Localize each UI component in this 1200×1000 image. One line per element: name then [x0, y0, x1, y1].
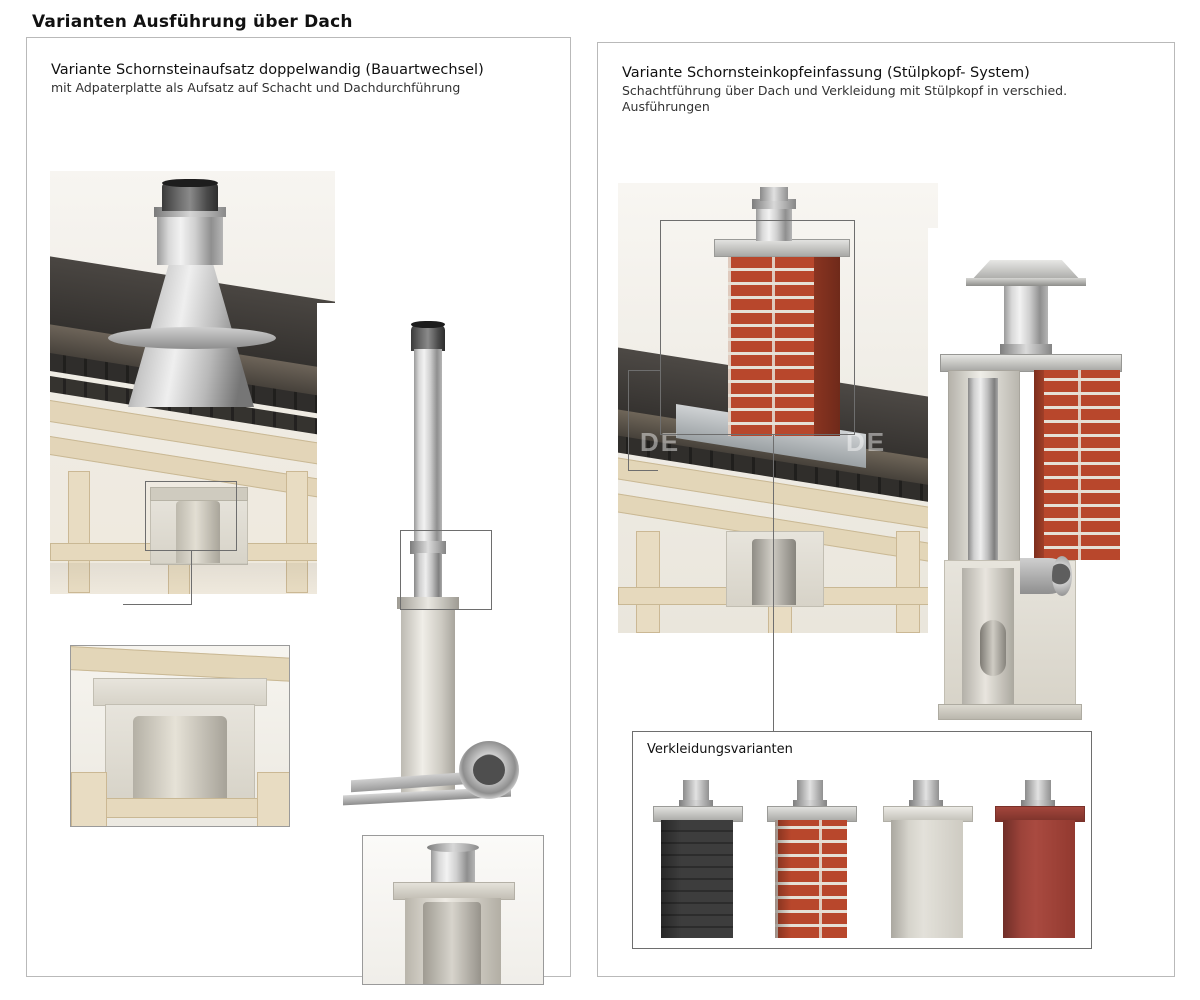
- leader-line-3: [628, 370, 661, 371]
- panel-left-heading: Variante Schornsteinaufsatz doppelwandig (Bauartwechsel): [51, 62, 484, 78]
- verkleidungsvarianten-box: [632, 731, 1092, 949]
- verkleidung-schiefer: [649, 780, 745, 940]
- verkleidung-putz-hell: [879, 780, 975, 940]
- watermark-left: DE: [640, 427, 681, 457]
- leader-line-6: [773, 435, 774, 732]
- panel-right-header: [622, 65, 1152, 115]
- panel-right: [597, 42, 1175, 977]
- photo-stuelpkopf-explosion: [928, 228, 1168, 738]
- callout-rect-rohr: [400, 530, 492, 610]
- page-title: Varianten Ausführung über Dach: [32, 12, 353, 32]
- leader-line-5: [628, 470, 658, 471]
- panel-left: [26, 37, 571, 977]
- verkleidungsvarianten-label: Verkleidungsvarianten: [647, 742, 793, 757]
- callout-rect-schornsteinkopf: [660, 220, 855, 435]
- photo-schacht-detail: [70, 645, 290, 827]
- panel-left-header: [51, 62, 551, 96]
- panel-right-subheading: Schachtführung über Dach und Verkleidung mit Stülpkopf in verschied. Ausführungen: [622, 83, 1068, 114]
- verkleidung-klinker: [763, 780, 859, 940]
- leader-line-4: [628, 370, 629, 470]
- photo-adapterplatte-detail: [362, 835, 544, 985]
- watermark-right: DE: [846, 427, 887, 457]
- leader-line-2: [123, 604, 192, 605]
- panel-right-heading: Variante Schornsteinkopfeinfassung (Stülpkopf- System): [622, 65, 1030, 81]
- leader-line-1: [191, 551, 192, 604]
- panel-left-subheading: mit Adpaterplatte als Aufsatz auf Schacht und Dachdurchführung: [51, 80, 461, 95]
- verkleidung-putz-rot: [991, 780, 1087, 940]
- callout-rect-schacht: [145, 481, 237, 551]
